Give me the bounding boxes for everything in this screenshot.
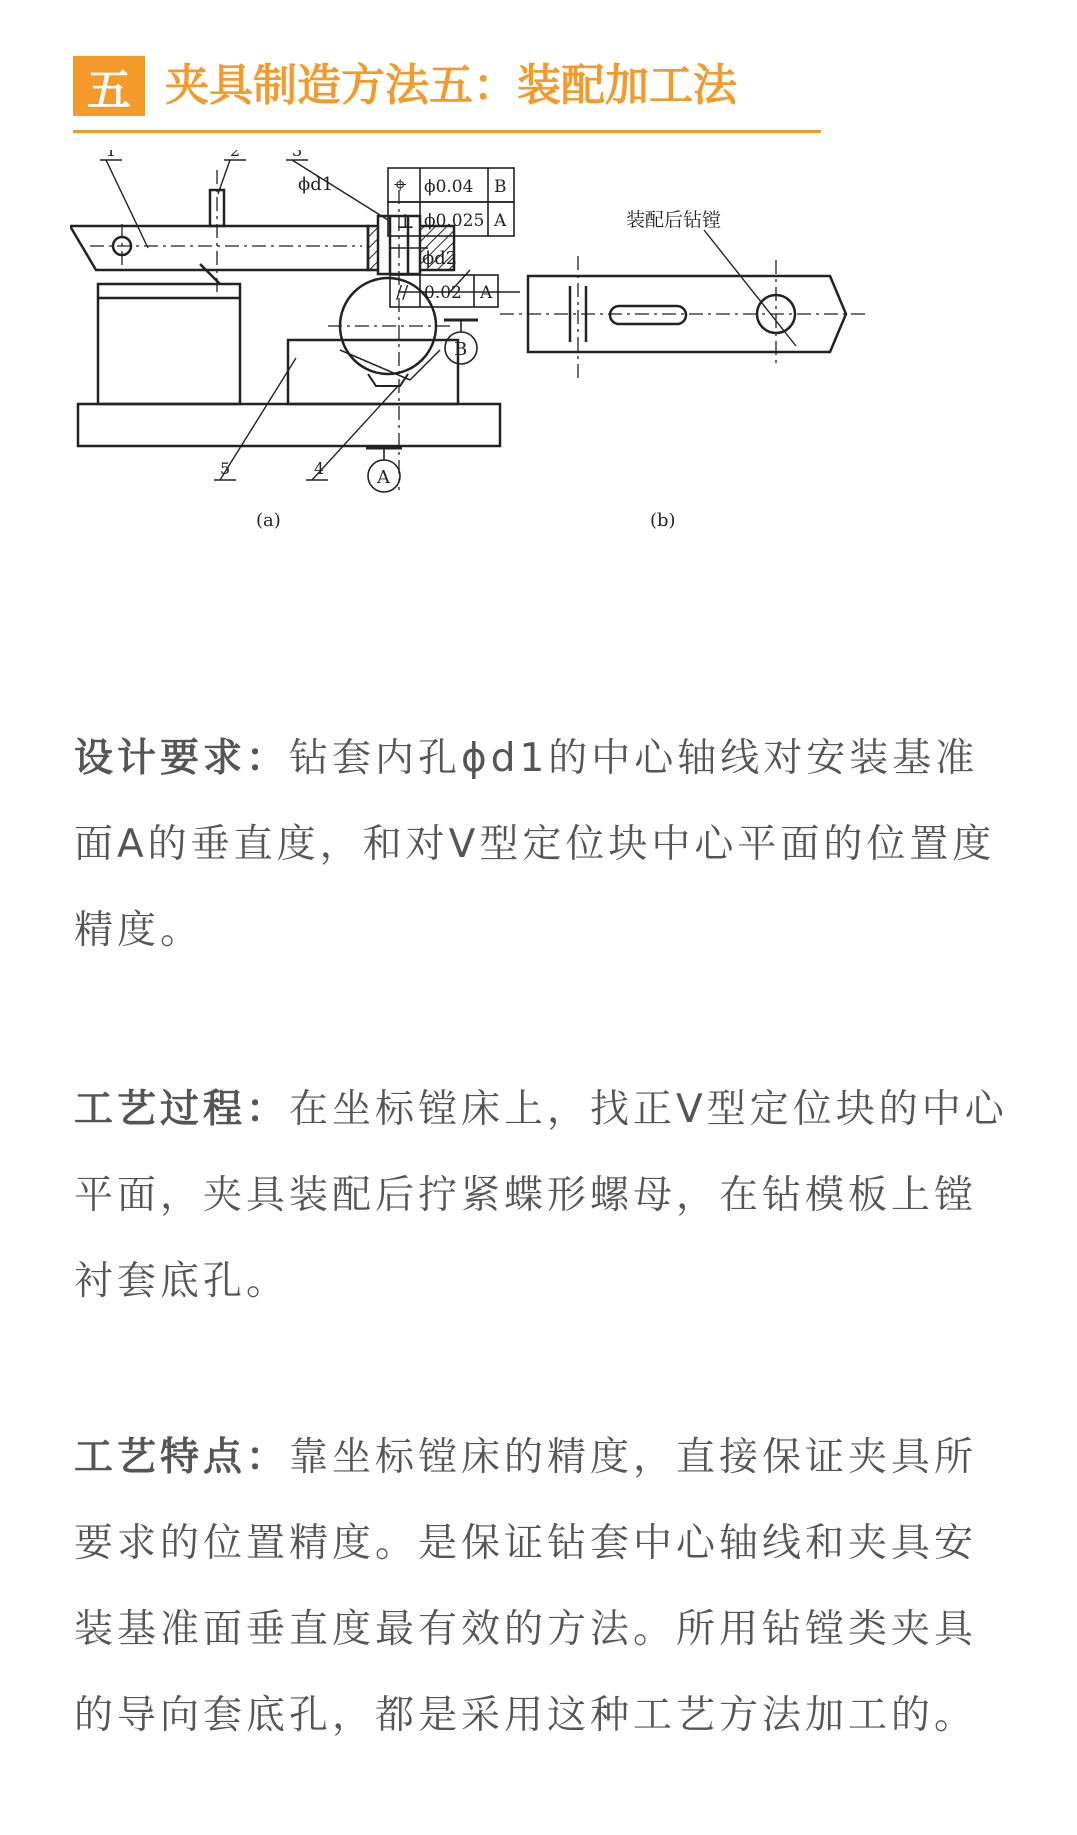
process-paragraph [74, 1067, 1014, 1325]
dim-d1: ϕd1 [298, 174, 334, 195]
left-column [98, 284, 240, 404]
datum-b-label: B [454, 339, 468, 360]
callout-5: 5 [220, 459, 231, 478]
tolerance-1-datum: B [494, 177, 507, 197]
caption-a: (a) [256, 510, 281, 531]
section-number-badge: 五 [73, 56, 145, 116]
tolerance-2-datum: A [494, 211, 507, 231]
callout-4: 4 [314, 459, 325, 478]
callout-1: 1 [106, 150, 117, 160]
figure-b [500, 209, 870, 531]
process-feature-label: 工艺特点： [74, 1435, 290, 1480]
tolerance-3-datum: A [480, 283, 493, 303]
caption-b: (b) [650, 510, 676, 531]
design-requirement-label: 设计要求： [74, 736, 290, 781]
section-header [73, 56, 821, 138]
slot [610, 306, 686, 324]
datum-a-symbol [366, 448, 402, 492]
process-feature-paragraph [74, 1415, 1014, 1759]
process-feature-text: 靠坐标镗床的精度，直接保证夹具所要求的位置精度。是保证钻套中心轴线和夹具安装基准面垂直度最有效的方法。所用钻镗类夹具的导向套底孔，都是采用这种工艺方法加工的。 [74, 1435, 978, 1738]
tolerance-2-symbol: ⊥ [396, 209, 415, 233]
design-requirement-paragraph [74, 716, 1014, 974]
callout-2: 2 [230, 150, 241, 160]
tolerance-frame-1 [388, 168, 514, 202]
tolerance-2-value: ϕ0.025 [424, 211, 485, 231]
drill-plate [70, 226, 368, 270]
tolerance-frame-2 [388, 202, 514, 236]
figure-a [70, 150, 520, 531]
process-text: 在坐标镗床上，找正V型定位块的中心平面，夹具装配后拧紧蝶形螺母，在钻模板上镗衬套底孔。 [74, 1087, 1008, 1304]
boring-note: 装配后钻镗 [626, 209, 722, 231]
section-title: 夹具制造方法五：装配加工法 [165, 60, 737, 111]
dim-d2: ϕd2 [422, 248, 458, 269]
technical-drawing [70, 150, 1020, 630]
tolerance-3-value: 0.02 [424, 283, 462, 303]
process-label: 工艺过程： [74, 1087, 290, 1132]
design-requirement-text: 钻套内孔ϕd1的中心轴线对安装基准面A的垂直度，和对V型定位块中心平面的位置度精度。 [74, 736, 996, 953]
tolerance-1-value: ϕ0.04 [424, 177, 474, 197]
header-underline [73, 130, 821, 133]
callout-3: 3 [292, 150, 303, 160]
datum-a-label: A [377, 467, 390, 488]
tolerance-1-symbol: ⌖ [394, 173, 407, 198]
base-plate [78, 404, 500, 446]
tolerance-3-symbol: // [396, 282, 409, 303]
tolerance-frame-3 [390, 275, 498, 307]
